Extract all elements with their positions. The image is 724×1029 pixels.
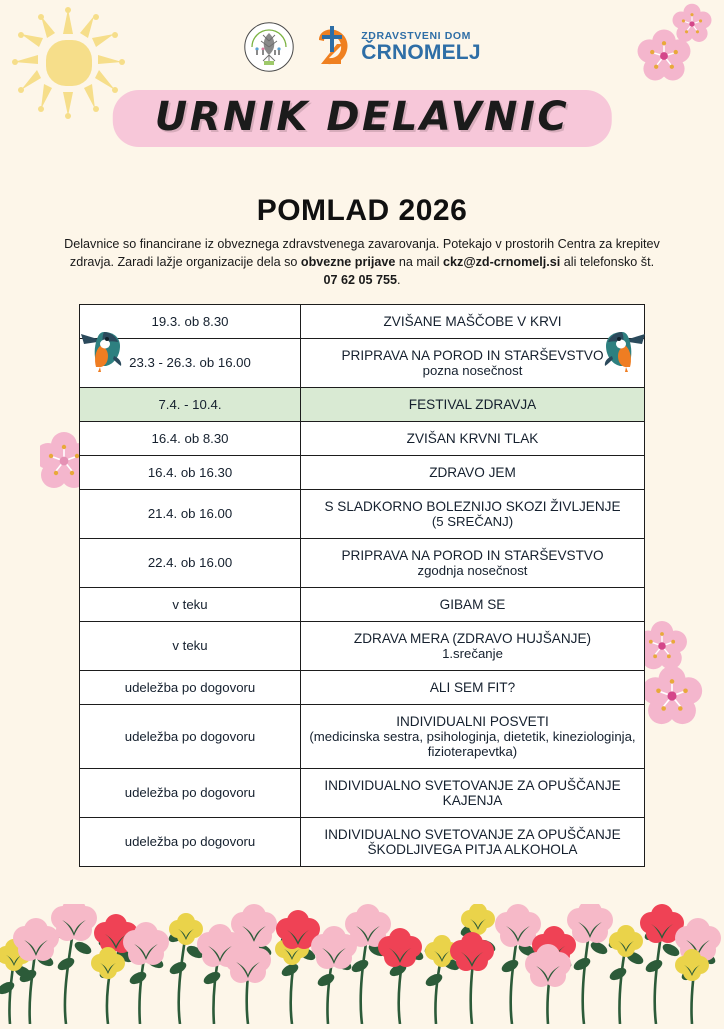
table-row bbox=[80, 489, 645, 538]
table-row bbox=[80, 387, 645, 421]
table-row bbox=[80, 538, 645, 587]
intro-text-3: ali telefonsko št. bbox=[560, 254, 655, 269]
schedule-date-cell: v teku bbox=[80, 621, 301, 670]
workshop-title: ALI SEM FIT? bbox=[429, 679, 516, 695]
intro-phone: 07 62 05 755 bbox=[323, 272, 398, 287]
schedule-workshop-cell bbox=[301, 538, 645, 587]
schedule-date-cell: udeležba po dogovoru bbox=[80, 670, 301, 704]
table-row bbox=[80, 304, 645, 338]
table-row bbox=[80, 817, 645, 866]
intro-text-2: na mail bbox=[395, 254, 444, 269]
schedule-workshop-cell bbox=[301, 387, 645, 421]
schedule-workshop-cell bbox=[301, 621, 645, 670]
schedule-date-cell: 16.4. ob 8.30 bbox=[80, 421, 301, 455]
workshop-subtitle: zgodnja nosečnost bbox=[417, 562, 528, 578]
schedule-date-cell: udeležba po dogovoru bbox=[80, 768, 301, 817]
workshop-title: GIBAM SE bbox=[439, 596, 506, 612]
workshop-subtitle: (medicinska sestra, psihologinja, dietetik, kineziologinja, fizioterapevtka) bbox=[309, 728, 636, 759]
poster-title-area bbox=[0, 90, 724, 138]
table-row bbox=[80, 455, 645, 489]
ckz-tree-emblem-icon bbox=[243, 21, 295, 73]
workshop-title: S SLADKORNO BOLEZNIJO SKOZI ŽIVLJENJE bbox=[324, 498, 621, 514]
workshop-subtitle: (5 SREČANJ) bbox=[431, 513, 514, 529]
schedule-date-cell: 7.4. - 10.4. bbox=[80, 387, 301, 421]
workshop-schedule-table bbox=[79, 304, 645, 867]
table-row bbox=[80, 421, 645, 455]
schedule-date-cell: 19.3. ob 8.30 bbox=[80, 304, 301, 338]
table-row bbox=[80, 670, 645, 704]
schedule-workshop-cell bbox=[301, 489, 645, 538]
workshop-title: INDIVIDUALNI POSVETI bbox=[396, 713, 549, 729]
schedule-workshop-cell bbox=[301, 304, 645, 338]
table-row bbox=[80, 704, 645, 768]
zdravstveni-dom-logo bbox=[311, 24, 480, 70]
table-row bbox=[80, 587, 645, 621]
intro-text-1: Delavnice so financirane iz obveznega zdravstvenega zavarovanja. Potekajo v prostorih Centra za krepitev zdravja. Zaradi lažje organizacije dela so bbox=[64, 237, 660, 269]
workshop-title: FESTIVAL ZDRAVJA bbox=[408, 396, 537, 412]
workshop-title: ZVIŠANE MAŠČOBE V KRVI bbox=[383, 313, 562, 329]
schedule-workshop-cell bbox=[301, 704, 645, 768]
title-pill bbox=[113, 90, 612, 147]
workshop-title: PRIPRAVA NA POROD IN STARŠEVSTVO bbox=[341, 347, 604, 363]
schedule-date-cell: 21.4. ob 16.00 bbox=[80, 489, 301, 538]
workshop-subtitle: 1.srečanje bbox=[442, 645, 503, 661]
intro-paragraph bbox=[62, 236, 662, 290]
page-title: URNIK DELAVNIC bbox=[154, 94, 570, 140]
table-row bbox=[80, 621, 645, 670]
logo-line-2: ČRNOMELJ bbox=[361, 40, 481, 64]
table-row bbox=[80, 338, 645, 387]
schedule-workshop-cell bbox=[301, 817, 645, 866]
workshop-subtitle: pozna nosečnost bbox=[422, 362, 523, 378]
workshop-title: PRIPRAVA NA POROD IN STARŠEVSTVO bbox=[341, 547, 604, 563]
intro-text-4: . bbox=[397, 272, 401, 287]
schedule-date-cell: 22.4. ob 16.00 bbox=[80, 538, 301, 587]
intro-email: ckz@zd-crnomelj.si bbox=[443, 254, 561, 269]
schedule-date-cell: 23.3 - 26.3. ob 16.00 bbox=[80, 338, 301, 387]
workshop-title: ZDRAVA MERA (ZDRAVO HUJŠANJE) bbox=[353, 630, 592, 646]
page-subtitle: POMLAD 2026 bbox=[256, 194, 468, 227]
schedule-date-cell: udeležba po dogovoru bbox=[80, 817, 301, 866]
intro-bold-obvezne-prijave: obvezne prijave bbox=[300, 254, 396, 269]
schedule-workshop-cell bbox=[301, 421, 645, 455]
schedule-date-cell: v teku bbox=[80, 587, 301, 621]
schedule-workshop-cell bbox=[301, 455, 645, 489]
logo-bar bbox=[0, 0, 724, 80]
schedule-date-cell: udeležba po dogovoru bbox=[80, 704, 301, 768]
schedule-workshop-cell bbox=[301, 587, 645, 621]
flower-field-decoration bbox=[0, 904, 724, 1024]
workshop-title: INDIVIDUALNO SVETOVANJE ZA OPUŠČANJE KAJENJA bbox=[324, 777, 621, 808]
workshop-title: ZVIŠAN KRVNI TLAK bbox=[406, 430, 539, 446]
schedule-date-cell: 16.4. ob 16.30 bbox=[80, 455, 301, 489]
schedule-workshop-cell bbox=[301, 338, 645, 387]
zd-monogram-icon bbox=[311, 24, 355, 70]
logo-line-1: ZDRAVSTVENI DOM bbox=[361, 30, 471, 43]
workshop-title: ZDRAVO JEM bbox=[429, 464, 516, 480]
table-row bbox=[80, 768, 645, 817]
cherry-blossom-icon bbox=[640, 596, 724, 730]
schedule-workshop-cell bbox=[301, 768, 645, 817]
workshop-title: INDIVIDUALNO SVETOVANJE ZA OPUŠČANJE ŠKODLJIVEGA PITJA ALKOHOLA bbox=[324, 826, 621, 857]
schedule-workshop-cell bbox=[301, 670, 645, 704]
